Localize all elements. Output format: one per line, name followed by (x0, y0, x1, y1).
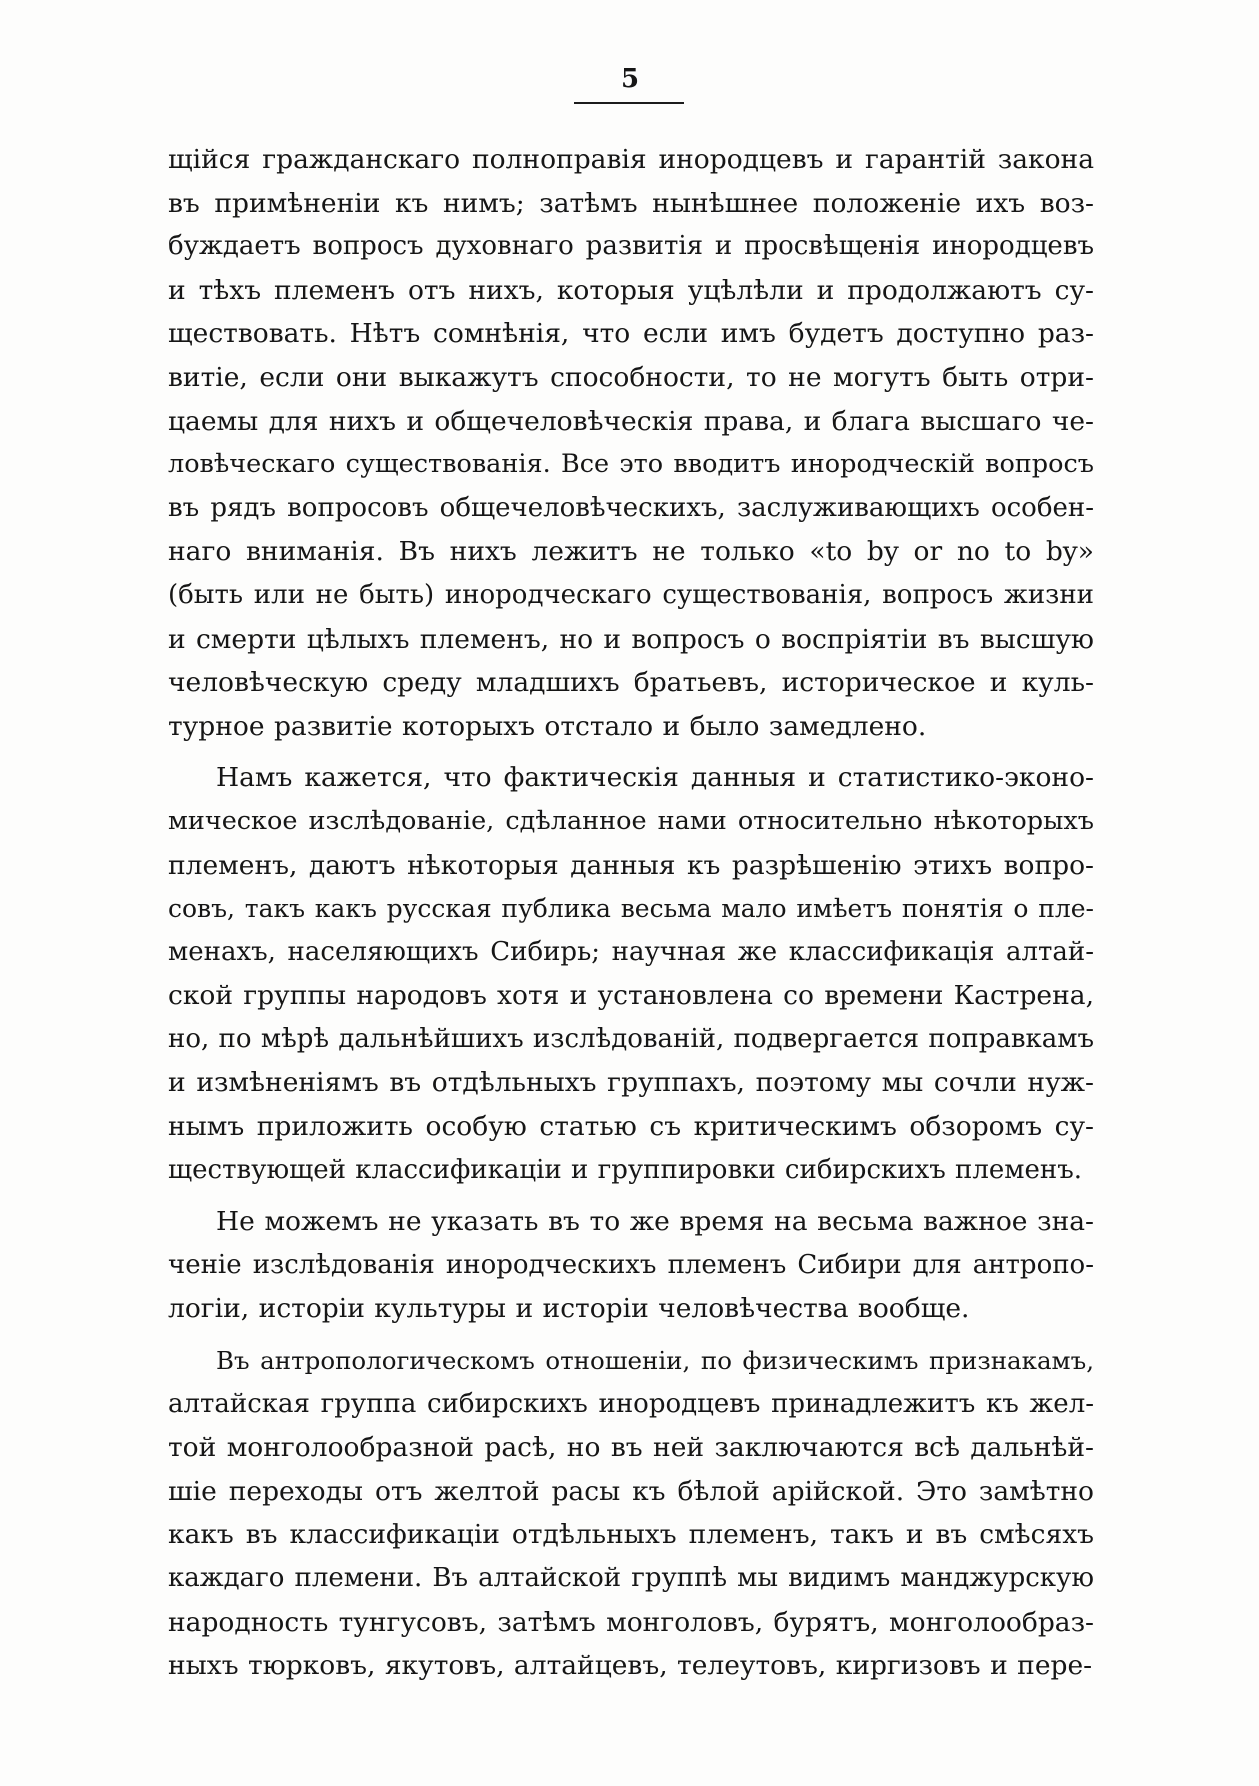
text-line: (быть или не быть) инородческаго существованія, вопросъ жизни (168, 579, 1094, 610)
text-line: буждаетъ вопросъ духовнаго развитія и просвѣщенія инородцевъ (168, 231, 1094, 262)
text-line: щійся гражданскаго полноправія инородцевъ и гарантій закона (168, 144, 1094, 175)
text-line: народность тунгусовъ, затѣмъ монголовъ, бурятъ, монголообраз- (168, 1606, 1094, 1638)
text-line: ской группы народовъ хотя и установлена со времени Кастрена, (168, 980, 1094, 1012)
text-line: ловѣческаго существованія. Все это вводитъ инородческій вопросъ (168, 449, 1094, 480)
text-line: той монголообразной расѣ, но въ ней заключаются всѣ дальнѣй- (168, 1432, 1094, 1464)
text-line: и измѣненіямъ въ отдѣльныхъ группахъ, поэтому мы сочли нуж- (168, 1067, 1094, 1099)
text-line: шіе переходы отъ желтой расы къ бѣлой арійской. Это замѣтно (168, 1475, 1094, 1507)
text-line: въ примѣненіи къ нимъ; затѣмъ нынѣшнее положеніе ихъ воз- (168, 187, 1094, 219)
body-text (168, 138, 1094, 1696)
text-line: менахъ, населяющихъ Сибирь; научная же классификація алтай- (168, 936, 1094, 967)
text-line: витіе, если они выкажутъ способности, то не могутъ быть отри- (168, 361, 1094, 393)
text-line: нымъ приложить особую статью съ критическимъ обзоромъ су- (168, 1111, 1094, 1143)
text-line: Не можемъ не указать въ то же время на весьма важное зна- (216, 1206, 1094, 1238)
page-number: 5 (620, 64, 640, 94)
text-line: цаемы для нихъ и общечеловѣческія права, и блага высшаго че- (168, 405, 1094, 437)
paragraph (168, 1200, 1094, 1331)
text-line: Намъ кажется, что фактическія данныя и статистико-эконо- (216, 762, 1094, 794)
text-line: Въ антропологическомъ отношеніи, по физическимъ признакамъ, (216, 1346, 1094, 1376)
paragraph (168, 138, 1094, 748)
text-line: племенъ, даютъ нѣкоторыя данныя къ разрѣшенію этихъ вопро- (168, 849, 1094, 881)
text-line: логіи, исторіи культуры и исторіи человѣчества вообще. (168, 1293, 970, 1325)
text-line: ществующей классификаціи и группировки сибирскихъ племенъ. (168, 1154, 1083, 1185)
text-line: въ рядъ вопросовъ общечеловѣческихъ, заслуживающихъ особен- (168, 492, 1094, 523)
text-line: и тѣхъ племенъ отъ нихъ, которыя уцѣлѣли и продолжаютъ су- (168, 274, 1094, 306)
text-line: турное развитіе которыхъ отстало и было замедлено. (168, 710, 927, 742)
text-line: ченіе изслѣдованія инородческихъ племенъ Сибири для антропо- (168, 1249, 1094, 1280)
page-number-rule (574, 102, 684, 104)
paragraph (168, 756, 1094, 1192)
text-line: мическое изслѣдованіе, сдѣланное нами относительно нѣкоторыхъ (168, 805, 1094, 836)
text-line: наго вниманія. Въ нихъ лежитъ не только «to by or no to by» (168, 536, 1094, 568)
paragraph (168, 1339, 1094, 1688)
text-line: и смерти цѣлыхъ племенъ, но и вопросъ о воспріятіи въ высшую (168, 623, 1094, 655)
text-line: какъ въ классификаціи отдѣльныхъ племенъ, такъ и въ смѣсяхъ (168, 1519, 1094, 1551)
text-line: совъ, такъ какъ русская публика весьма мало имѣетъ понятія о пле- (168, 894, 1094, 924)
text-line: алтайская группа сибирскихъ инородцевъ принадлежитъ къ жел- (168, 1388, 1094, 1419)
text-line: ныхъ тюрковъ, якутовъ, алтайцевъ, телеутовъ, киргизовъ и пере- (168, 1650, 1093, 1682)
text-line: ществовать. Нѣтъ сомнѣнія, что если имъ будетъ доступно раз- (168, 318, 1094, 350)
text-line: каждаго племени. Въ алтайской группѣ мы видимъ манджурскую (168, 1563, 1094, 1593)
text-line: человѣческую среду младшихъ братьевъ, историческое и куль- (168, 667, 1094, 699)
text-line: но, по мѣрѣ дальнѣйшихъ изслѣдованій, подвергается поправкамъ (168, 1023, 1094, 1054)
